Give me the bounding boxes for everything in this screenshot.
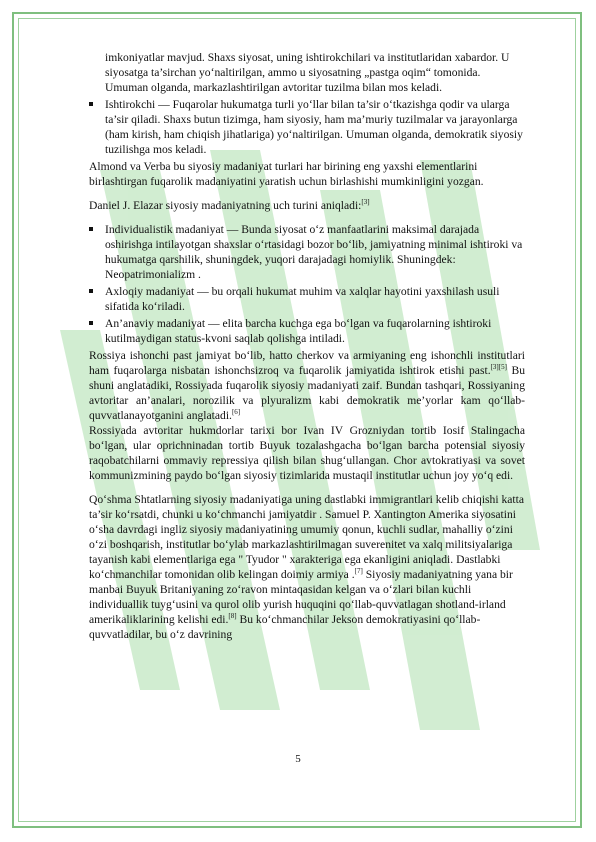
paragraph-usa-text: Qo‘shma Shtatlarning siyosiy madaniyatiga uning dastlabki immigrantlari kelib chiqishi katta ta’sir ko‘rsatdi, chunki u ko‘chmanchi jamiyatdir . Samuel P. Xantington Amerika siyosatini o‘sha davrdagi ingliz siyosiy madaniyatining umumiy qonun, kuchli sudlar, mahalliy o‘zini o‘zi boshqarish, institutlar bo‘ylab markazlashtirilmagan suverenitet va xalq militsiyalariga tayanish kabi elementlariga ega " Tyudor " xarakteriga ega ekanligini aniqladi. Dastlabki ko‘chmanchilar tomonidan olib kelingan doimiy armiya . [89,493,525,581]
intro-continuation: imkoniyatlar mavjud. Shaxs siyosat, uning ishtirokchilari va institutlaridan xabardor. U siyosatga ta’sirchan yo‘naltirilgan, ammo u siyosatning „pastga oqim“ tomonida. Umuman olganda, markazlashtirilgan avtoritar tuzilma bilan mos keladi. [105,51,510,94]
paragraph-usa-text: Bu ko‘chmanchilar Jekson demokratiyasini qo‘llab-quvvatladilar, bu o‘z davrining [89,613,481,641]
list-item-text: Individualistik madaniyat — Bunda siyosat o‘z manfaatlarini maksimal darajada oshirishga intilayotgan shaxslar o‘rtasidagi bozor bo‘lib, jamiyatning minimal ishtiroki va hukumatga qarshilik, shuningdek, yuqori darajadagi homiylik. Shuningdek: Neopatrimonializm . [105,223,523,281]
participant-list [89,97,525,157]
bullet-icon [89,289,93,293]
footnote-ref[interactable]: [8] [228,612,237,621]
paragraph-elazar [89,198,525,213]
list-item-text: An’anaviy madaniyat — elita barcha kuchga ega bo‘lgan va fuqarolarning ishtiroki kutilmaydigan status-kvoni saqlab qolishga intiladi. [105,317,492,345]
list-item-text: Ishtirokchi — Fuqarolar hukumatga turli yo‘llar bilan ta’sir o‘tkazishga qodir va ularga ta’sir qiladi. Shaxs butun tizimga, ham siyosiy, ham ma’muriy tuzilmalar va jarayonlarga (ham kirish, ham chiqish jihatlariga) yo‘naltirilgan. Umuman olganda, demokratik siyosiy tuzilishga mos keladi. [105,98,523,156]
paragraph-russia-text: Rossiyada avtoritar hukmdorlar tarixi bor Ivan IV Grozniydan tortib Iosif Stalingacha bo‘lgan, ular oprichninadan tortib Buyuk tozalashgacha bo‘lgan barcha potensial siyosiy raqobatchilarni ommaviy repressiya qilish bilan shug‘ullangan. Chor avtokratiyasi va sovet kommunizmining paydo bo‘lgan siyosiy tizimlarida mustaqil institutlar uchun joy yo‘q edi. [89,424,525,482]
paragraph-russia-text: Bu shuni anglatadiki, Rossiyada fuqarolik siyosiy madaniyati zaif. Bundan tashqari, Rossiyaning avtoritar an’analari, norozilik va plyuralizm kabi demokratik me’yorlar kam qo‘llab-quvvatlanayotganini anglatadi. [89,364,525,422]
paragraph-elazar-text: Daniel J. Elazar siyosiy madaniyatning uch turini aniqladi: [89,199,362,212]
bullet-icon [89,102,93,106]
paragraph-usa [89,492,525,642]
paragraph-russia-text: Rossiya ishonchi past jamiyat bo‘lib, hatto cherkov va armiyaning eng ishonchli institutlari ham fuqarolarga nisbatan ishonchsizroq va fuqarolik jamiyatida ishtirok etishi past. [89,349,525,377]
list-item [89,97,525,157]
paragraph-almond-verba: Almond va Verba bu siyosiy madaniyat turlari har birining eng yaxshi elementlarini birlashtirgan fuqarolik madaniyatini yaratish uchun birlashishi mumkinligini yozgan. [89,160,484,188]
footnote-ref[interactable]: [6] [231,408,241,417]
page-number: 5 [295,753,301,765]
paragraph-russia [89,348,525,483]
list-item [89,316,525,346]
bullet-icon [89,227,93,231]
page-content [89,50,525,651]
list-item-text: Axloqiy madaniyat — bu orqali hukumat muhim va xalqlar hayotini yaxshilash usuli sifatida ko‘riladi. [105,285,500,313]
paragraph-usa-text: Siyosiy madaniyatning yana bir manbai Buyuk Britaniyaning zo‘ravon mintaqasidan kelgan va o‘zlari bilan kuchli individuallik tuyg‘usini va qurol olib yurish huquqini qo‘llab-quvvatlagan shotland-irland amerikaliklarining kelishi edi. [89,568,513,626]
bullet-icon [89,321,93,325]
footnote-ref[interactable]: [3][5] [490,363,507,372]
culture-types-list [89,222,525,346]
footnote-ref[interactable]: [3] [361,198,370,207]
list-item [89,284,525,314]
list-item [89,222,525,282]
footnote-ref[interactable]: [7] [354,567,363,576]
